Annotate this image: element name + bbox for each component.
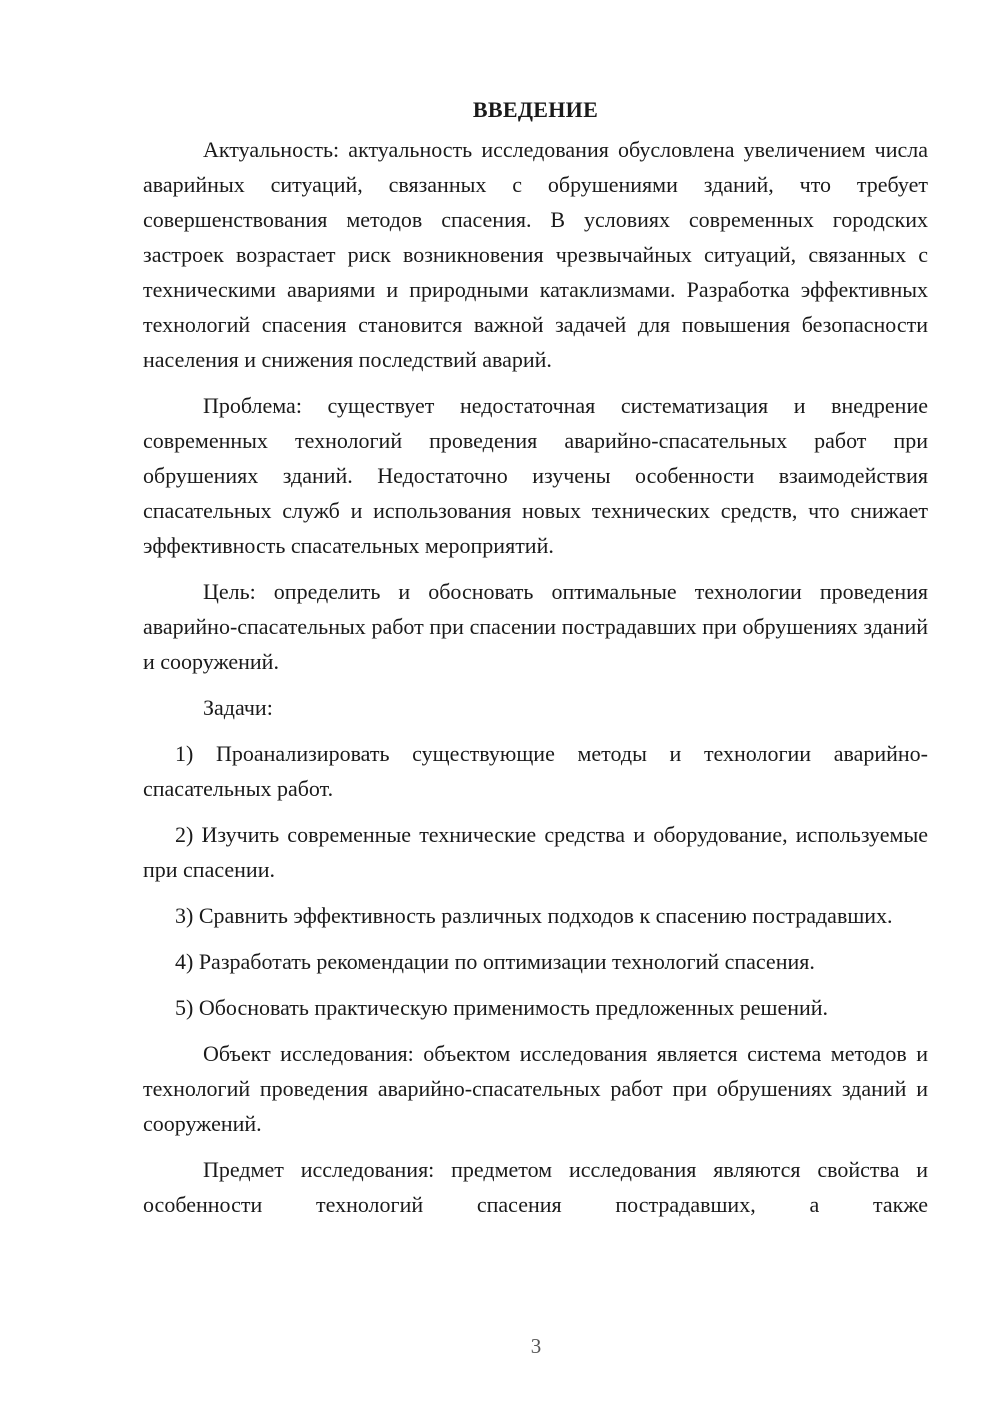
page-number: 3: [530, 1334, 542, 1358]
task-item: 3) Сравнить эффективность различных подходов к спасению пострадавших.: [175, 903, 893, 928]
task-item: 2) Изучить современные технические средства и оборудование, используемые при спасении.: [143, 822, 928, 882]
task-item: 5) Обосновать практическую применимость предложенных решений.: [175, 995, 829, 1020]
paragraph-object: Объект исследования: объектом исследования является система методов и технологий проведения аварийно-спасательных работ при обрушениях зданий и сооружений.: [143, 1041, 928, 1136]
task-item: 4) Разработать рекомендации по оптимизации технологий спасения.: [175, 949, 815, 974]
paragraph-subject: Предмет исследования: предметом исследования являются свойства и особенности технологий спасения пострадавших, а также: [143, 1157, 928, 1217]
document-page: [143, 92, 928, 1233]
task-item: 1) Проанализировать существующие методы и технологии аварийно-спасательных работ.: [143, 741, 928, 801]
section-title: ВВЕДЕНИЕ: [472, 97, 599, 122]
paragraph-relevance: Актуальность: актуальность исследования обусловлена увеличением числа аварийных ситуаций, связанных с обрушениями зданий, что требует совершенствования методов спасения. В условиях современных городских застроек возрастает риск возникновения чрезвычайных ситуаций, связанных с техническими авариями и природными катаклизмами. Разработка эффективных технологий спасения становится важной задачей для повышения безопасности населения и снижения последствий аварий.: [143, 137, 928, 372]
tasks-label: Задачи:: [203, 695, 273, 720]
paragraph-goal: Цель: определить и обосновать оптимальные технологии проведения аварийно-спасательных работ при спасении пострадавших при обрушениях зданий и сооружений.: [143, 579, 928, 674]
paragraph-problem: Проблема: существует недостаточная систематизация и внедрение современных технологий проведения аварийно-спасательных работ при обрушениях зданий. Недостаточно изучены особенности взаимодействия спасательных служб и использования новых технических средств, что снижает эффективность спасательных мероприятий.: [143, 393, 928, 558]
tasks-list: [143, 736, 928, 1025]
